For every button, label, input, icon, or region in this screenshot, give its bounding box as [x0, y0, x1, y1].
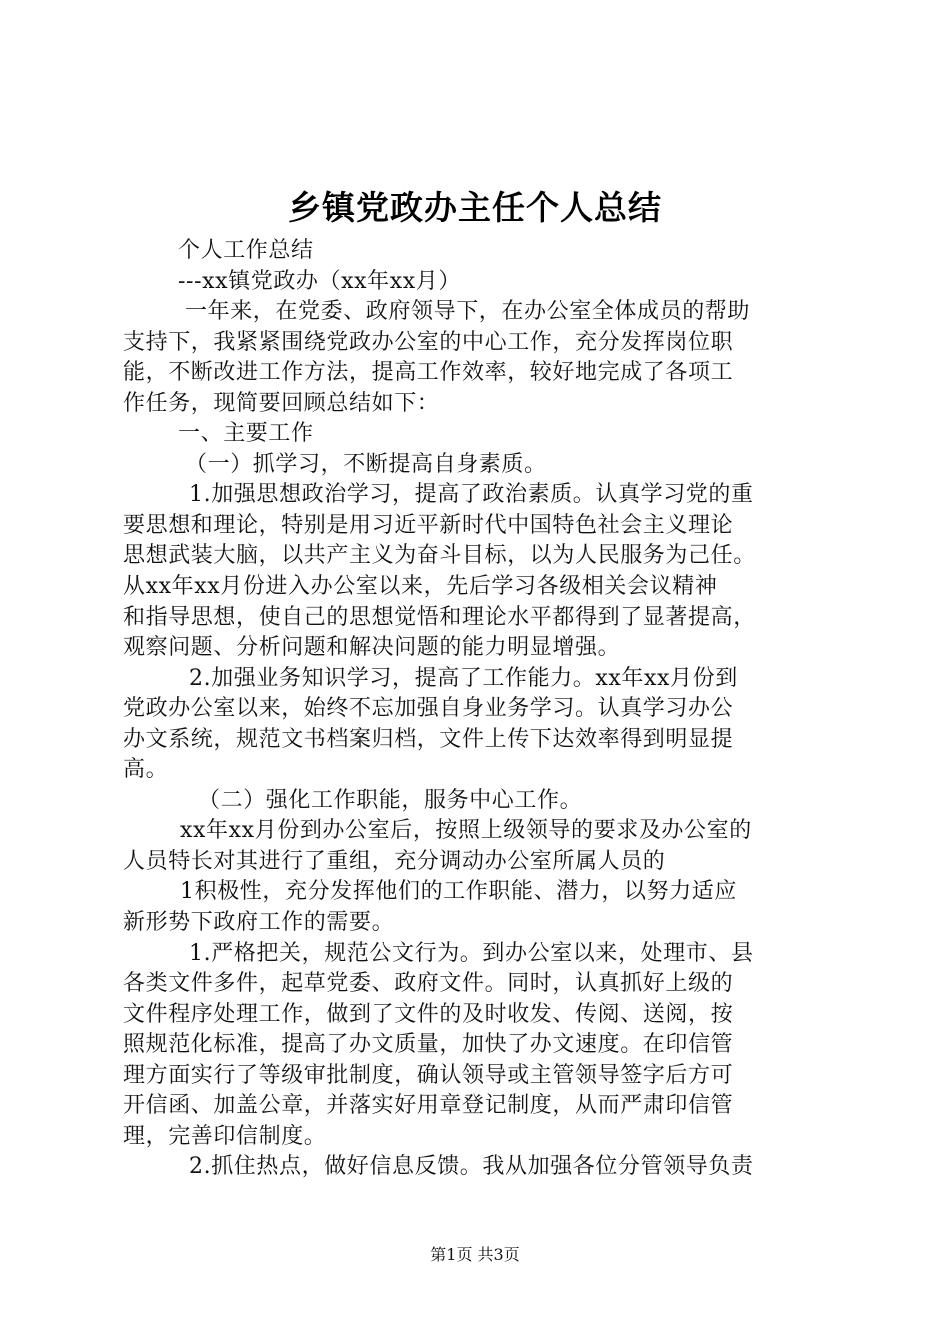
body-line: 文件程序处理工作，做到了文件的及时收发、传阅、送阅，按 — [123, 1001, 734, 1027]
document-title: 乡镇党政办主任个人总结 — [288, 188, 662, 227]
body-line: 高。 — [123, 757, 169, 783]
body-line: 2.抓住热点，做好信息反馈。我从加强各位分管领导负责 — [189, 1154, 754, 1180]
body-line: 一、主要工作 — [178, 421, 314, 447]
body-line: （二）强化工作职能，服务中心工作。 — [198, 787, 583, 813]
body-line: 照规范化标准，提高了办文质量，加快了办文速度。在印信管 — [123, 1032, 734, 1058]
body-line: 1.加强思想政治学习，提高了政治素质。认真学习党的重 — [189, 482, 754, 508]
document-body — [123, 236, 833, 1183]
body-line: 从xx年xx月份进入办公室以来，先后学习各级相关会议精神 — [123, 574, 718, 600]
body-line: 1积极性，充分发挥他们的工作职能、潜力，以努力适应 — [180, 879, 737, 905]
body-line: 个人工作总结 — [178, 238, 314, 263]
body-line: ---xx镇党政办（xx年xx月） — [178, 268, 461, 294]
body-line: 支持下，我紧紧围绕党政办公室的中心工作，充分发挥岗位职 — [123, 329, 734, 355]
body-line: 新形势下政府工作的需要。 — [123, 910, 395, 936]
body-line: 观察问题、分析问题和解决问题的能力明显增强。 — [123, 635, 621, 661]
body-line: 办文系统，规范文书档案归档，文件上传下达效率得到明显提 — [123, 726, 734, 752]
body-line: 党政办公室以来，始终不忘加强自身业务学习。认真学习办公 — [123, 696, 734, 722]
body-line: 人员特长对其进行了重组，充分调动办公室所属人员的 — [123, 848, 666, 874]
body-line: （一）抓学习，不断提高自身素质。 — [185, 451, 547, 477]
body-line: 2.加强业务知识学习，提高了工作能力。xx年xx月份到 — [189, 665, 738, 691]
body-line: 各类文件多件，起草党委、政府文件。同时，认真抓好上级的 — [123, 971, 734, 997]
page-number-footer: 第1页 共3页 — [430, 1245, 520, 1264]
body-line: 能，不断改进工作方法，提高工作效率，较好地完成了各项工 — [123, 360, 734, 386]
body-line: 一年来，在党委、政府领导下，在办公室全体成员的帮助 — [185, 299, 751, 325]
body-line: 理方面实行了等级审批制度，确认领导或主管领导签字后方可 — [123, 1062, 734, 1088]
body-line: 要思想和理论，特别是用习近平新时代中国特色社会主义理论 — [123, 512, 734, 538]
body-line: 作任务，现简要回顾总结如下： — [123, 390, 440, 416]
body-line: 开信函、加盖公章，并落实好用章登记制度，从而严肃印信管 — [123, 1093, 734, 1119]
body-line: 理，完善印信制度。 — [123, 1123, 327, 1149]
body-line: 和指导思想，使自己的思想觉悟和理论水平都得到了显著提高， — [123, 604, 756, 630]
body-line: xx年xx月份到办公室后，按照上级领导的要求及办公室的 — [180, 818, 752, 844]
body-line: 思想武装大脑，以共产主义为奋斗目标，以为人民服务为己任。 — [123, 543, 756, 569]
body-line: 1.严格把关，规范公文行为。到办公室以来，处理市、县 — [189, 940, 754, 966]
